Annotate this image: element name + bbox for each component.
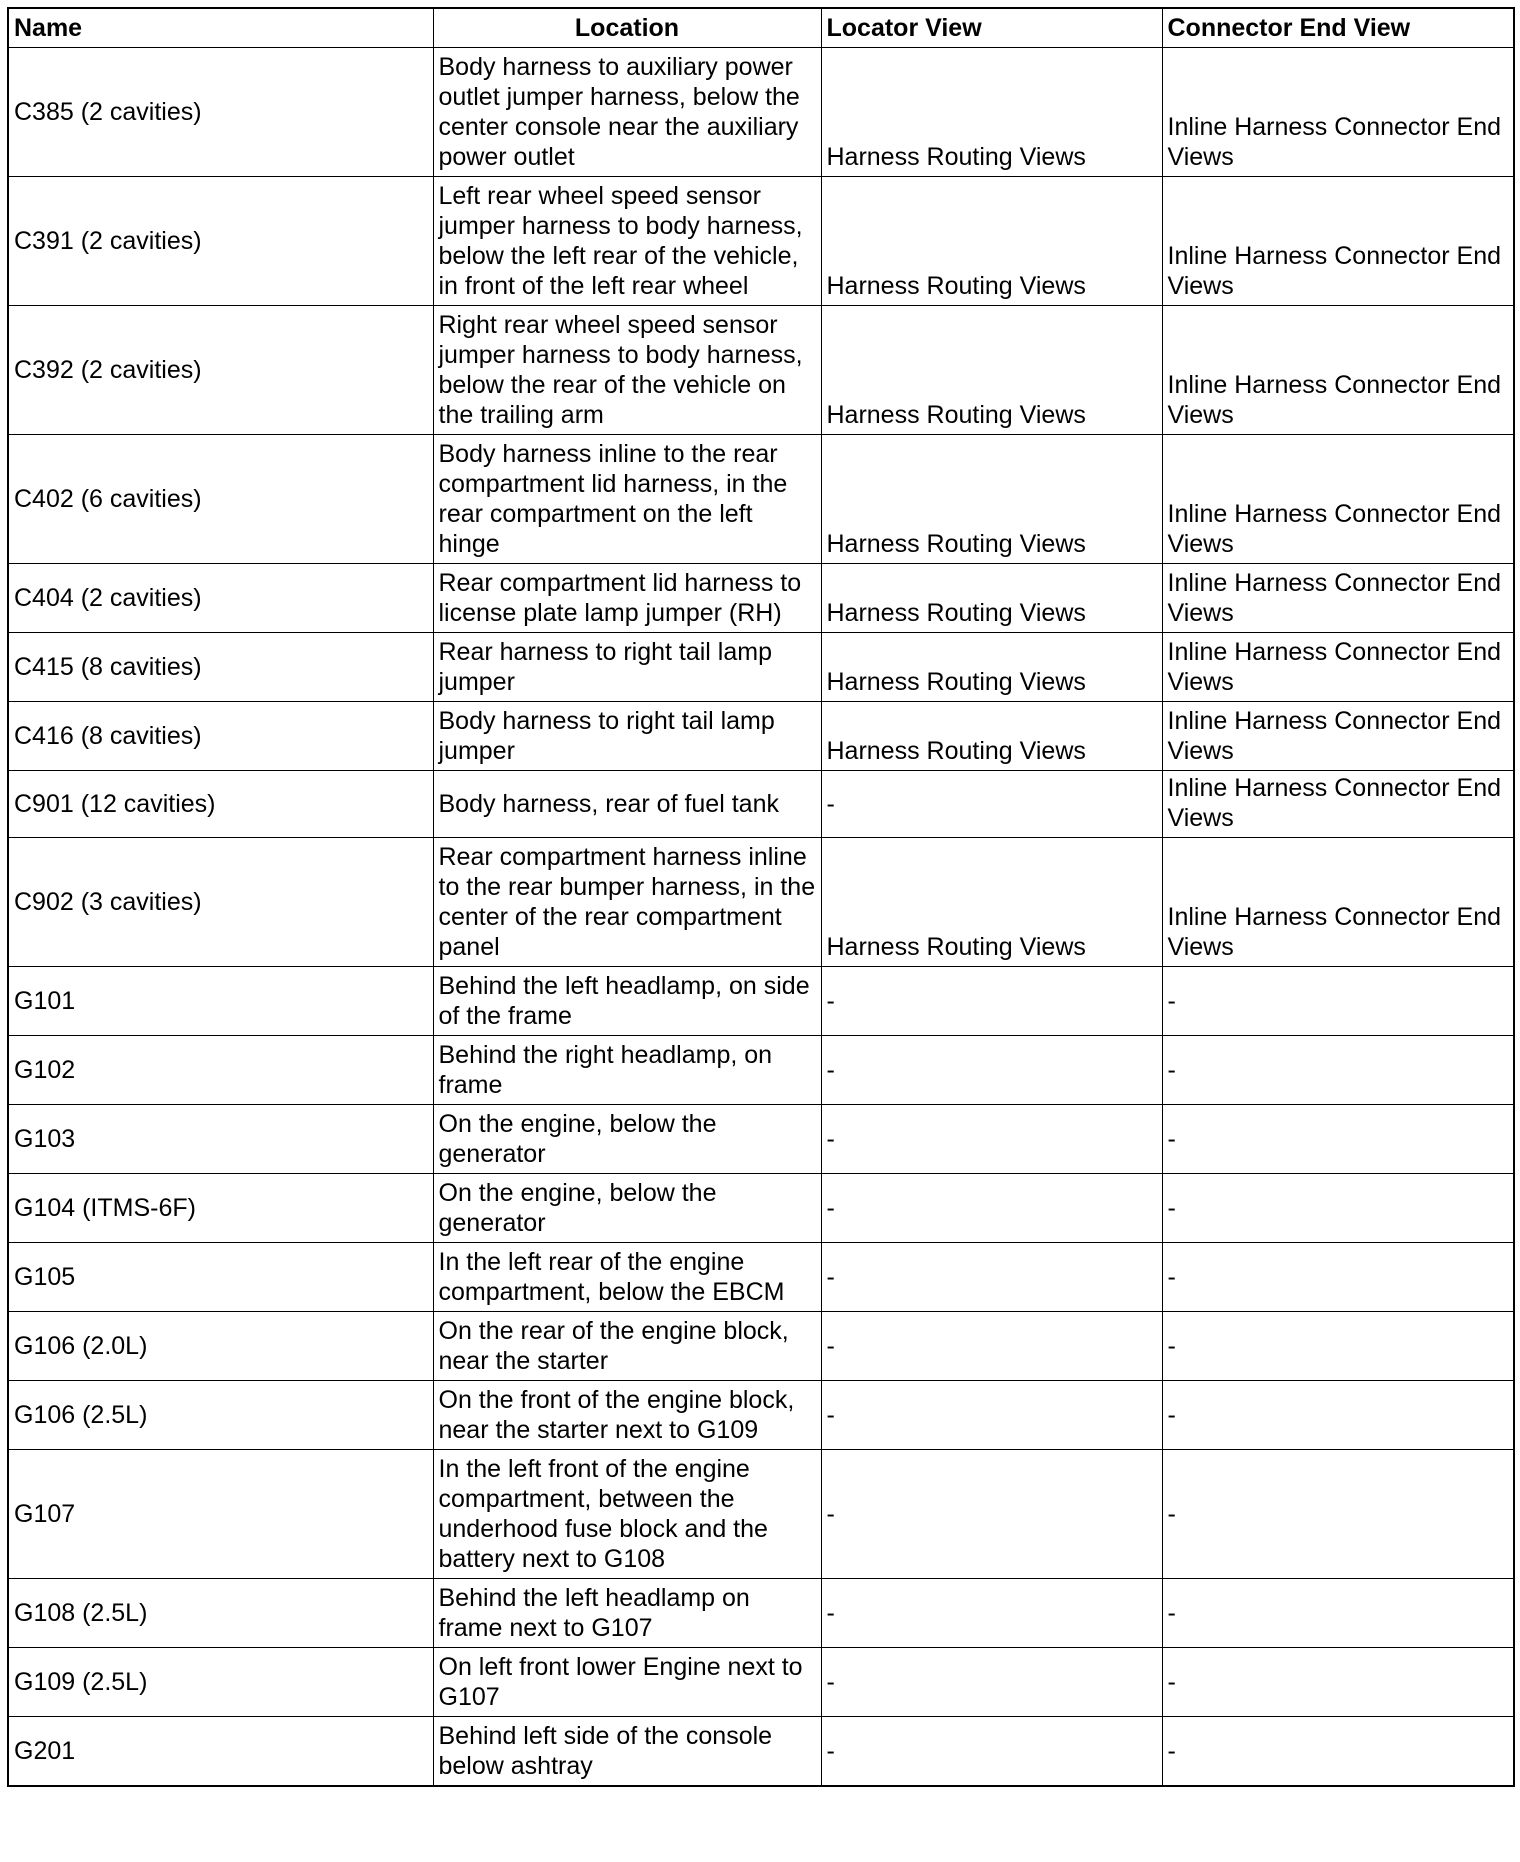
- cell-connector-end-view: Inline Harness Connector End Views: [1162, 435, 1514, 564]
- cell-locator-view: -: [821, 1450, 1162, 1579]
- cell-name: C391 (2 cavities): [8, 177, 433, 306]
- cell-location: Right rear wheel speed sensor jumper harness to body harness, below the rear of the vehicle on the trailing arm: [433, 306, 821, 435]
- cell-connector-end-view: Inline Harness Connector End Views: [1162, 306, 1514, 435]
- cell-location: Behind the right headlamp, on frame: [433, 1036, 821, 1105]
- cell-connector-end-view: -: [1162, 1381, 1514, 1450]
- cell-locator-view: -: [821, 771, 1162, 838]
- cell-name: G109 (2.5L): [8, 1648, 433, 1717]
- table-row: [8, 1312, 1514, 1381]
- cell-name: G106 (2.0L): [8, 1312, 433, 1381]
- cell-location: Behind left side of the console below ashtray: [433, 1717, 821, 1787]
- cell-locator-view: Harness Routing Views: [821, 306, 1162, 435]
- cell-name: C416 (8 cavities): [8, 702, 433, 771]
- cell-locator-view: -: [821, 1312, 1162, 1381]
- cell-locator-view: Harness Routing Views: [821, 48, 1162, 177]
- cell-location: On the engine, below the generator: [433, 1105, 821, 1174]
- cell-connector-end-view: -: [1162, 1450, 1514, 1579]
- cell-location: On the engine, below the generator: [433, 1174, 821, 1243]
- cell-name: C392 (2 cavities): [8, 306, 433, 435]
- table-row: [8, 177, 1514, 306]
- table-row: [8, 838, 1514, 967]
- table-row: [8, 1450, 1514, 1579]
- cell-locator-view: Harness Routing Views: [821, 177, 1162, 306]
- cell-name: C902 (3 cavities): [8, 838, 433, 967]
- table-row: [8, 1717, 1514, 1787]
- cell-connector-end-view: -: [1162, 1243, 1514, 1312]
- table-row: [8, 967, 1514, 1036]
- cell-locator-view: Harness Routing Views: [821, 702, 1162, 771]
- cell-location: Body harness to auxiliary power outlet jumper harness, below the center console near the auxiliary power outlet: [433, 48, 821, 177]
- table-row: [8, 1243, 1514, 1312]
- cell-location: On left front lower Engine next to G107: [433, 1648, 821, 1717]
- cell-name: C404 (2 cavities): [8, 564, 433, 633]
- header-name: Name: [8, 8, 433, 48]
- header-locator-view: Locator View: [821, 8, 1162, 48]
- cell-location: Rear compartment lid harness to license plate lamp jumper (RH): [433, 564, 821, 633]
- table-row: [8, 1648, 1514, 1717]
- cell-location: Rear compartment harness inline to the rear bumper harness, in the center of the rear compartment panel: [433, 838, 821, 967]
- cell-connector-end-view: Inline Harness Connector End Views: [1162, 633, 1514, 702]
- cell-locator-view: -: [821, 967, 1162, 1036]
- cell-name: C901 (12 cavities): [8, 771, 433, 838]
- cell-location: Body harness to right tail lamp jumper: [433, 702, 821, 771]
- cell-connector-end-view: -: [1162, 1579, 1514, 1648]
- cell-connector-end-view: -: [1162, 967, 1514, 1036]
- cell-locator-view: -: [821, 1717, 1162, 1787]
- table-row: [8, 1105, 1514, 1174]
- cell-name: G107: [8, 1450, 433, 1579]
- table-row: [8, 1579, 1514, 1648]
- cell-name: G104 (ITMS-6F): [8, 1174, 433, 1243]
- cell-location: Rear harness to right tail lamp jumper: [433, 633, 821, 702]
- header-location: Location: [433, 8, 821, 48]
- cell-connector-end-view: Inline Harness Connector End Views: [1162, 177, 1514, 306]
- cell-location: Left rear wheel speed sensor jumper harness to body harness, below the left rear of the vehicle, in front of the left rear wheel: [433, 177, 821, 306]
- cell-name: G105: [8, 1243, 433, 1312]
- cell-connector-end-view: -: [1162, 1105, 1514, 1174]
- cell-location: Body harness, rear of fuel tank: [433, 771, 821, 838]
- cell-location: Behind the left headlamp on frame next to G107: [433, 1579, 821, 1648]
- cell-connector-end-view: Inline Harness Connector End Views: [1162, 48, 1514, 177]
- cell-locator-view: -: [821, 1381, 1162, 1450]
- cell-connector-end-view: Inline Harness Connector End Views: [1162, 838, 1514, 967]
- table-row: [8, 435, 1514, 564]
- cell-locator-view: -: [821, 1648, 1162, 1717]
- connector-table: [7, 7, 1515, 1787]
- table-row: [8, 702, 1514, 771]
- cell-location: In the left front of the engine compartment, between the underhood fuse block and the battery next to G108: [433, 1450, 821, 1579]
- cell-locator-view: Harness Routing Views: [821, 633, 1162, 702]
- cell-locator-view: -: [821, 1036, 1162, 1105]
- cell-name: G101: [8, 967, 433, 1036]
- cell-connector-end-view: Inline Harness Connector End Views: [1162, 771, 1514, 838]
- table-row: [8, 771, 1514, 838]
- cell-name: G201: [8, 1717, 433, 1787]
- cell-locator-view: -: [821, 1579, 1162, 1648]
- cell-locator-view: Harness Routing Views: [821, 564, 1162, 633]
- cell-location: Behind the left headlamp, on side of the frame: [433, 967, 821, 1036]
- cell-connector-end-view: -: [1162, 1174, 1514, 1243]
- table-row: [8, 633, 1514, 702]
- cell-name: G102: [8, 1036, 433, 1105]
- cell-connector-end-view: -: [1162, 1648, 1514, 1717]
- cell-name: C402 (6 cavities): [8, 435, 433, 564]
- cell-name: C385 (2 cavities): [8, 48, 433, 177]
- table-row: [8, 1036, 1514, 1105]
- table-row: [8, 48, 1514, 177]
- cell-locator-view: -: [821, 1243, 1162, 1312]
- cell-name: G103: [8, 1105, 433, 1174]
- cell-location: In the left rear of the engine compartment, below the EBCM: [433, 1243, 821, 1312]
- cell-connector-end-view: -: [1162, 1312, 1514, 1381]
- cell-name: G106 (2.5L): [8, 1381, 433, 1450]
- cell-locator-view: -: [821, 1105, 1162, 1174]
- cell-location: Body harness inline to the rear compartment lid harness, in the rear compartment on the left hinge: [433, 435, 821, 564]
- cell-locator-view: Harness Routing Views: [821, 838, 1162, 967]
- cell-locator-view: Harness Routing Views: [821, 435, 1162, 564]
- cell-locator-view: -: [821, 1174, 1162, 1243]
- cell-location: On the front of the engine block, near the starter next to G109: [433, 1381, 821, 1450]
- cell-name: C415 (8 cavities): [8, 633, 433, 702]
- table-row: [8, 1381, 1514, 1450]
- cell-connector-end-view: -: [1162, 1717, 1514, 1787]
- header-connector-end-view: Connector End View: [1162, 8, 1514, 48]
- table-row: [8, 1174, 1514, 1243]
- header-row: [8, 8, 1514, 48]
- cell-connector-end-view: Inline Harness Connector End Views: [1162, 702, 1514, 771]
- cell-connector-end-view: -: [1162, 1036, 1514, 1105]
- table-row: [8, 306, 1514, 435]
- cell-connector-end-view: Inline Harness Connector End Views: [1162, 564, 1514, 633]
- table-row: [8, 564, 1514, 633]
- cell-name: G108 (2.5L): [8, 1579, 433, 1648]
- cell-location: On the rear of the engine block, near the starter: [433, 1312, 821, 1381]
